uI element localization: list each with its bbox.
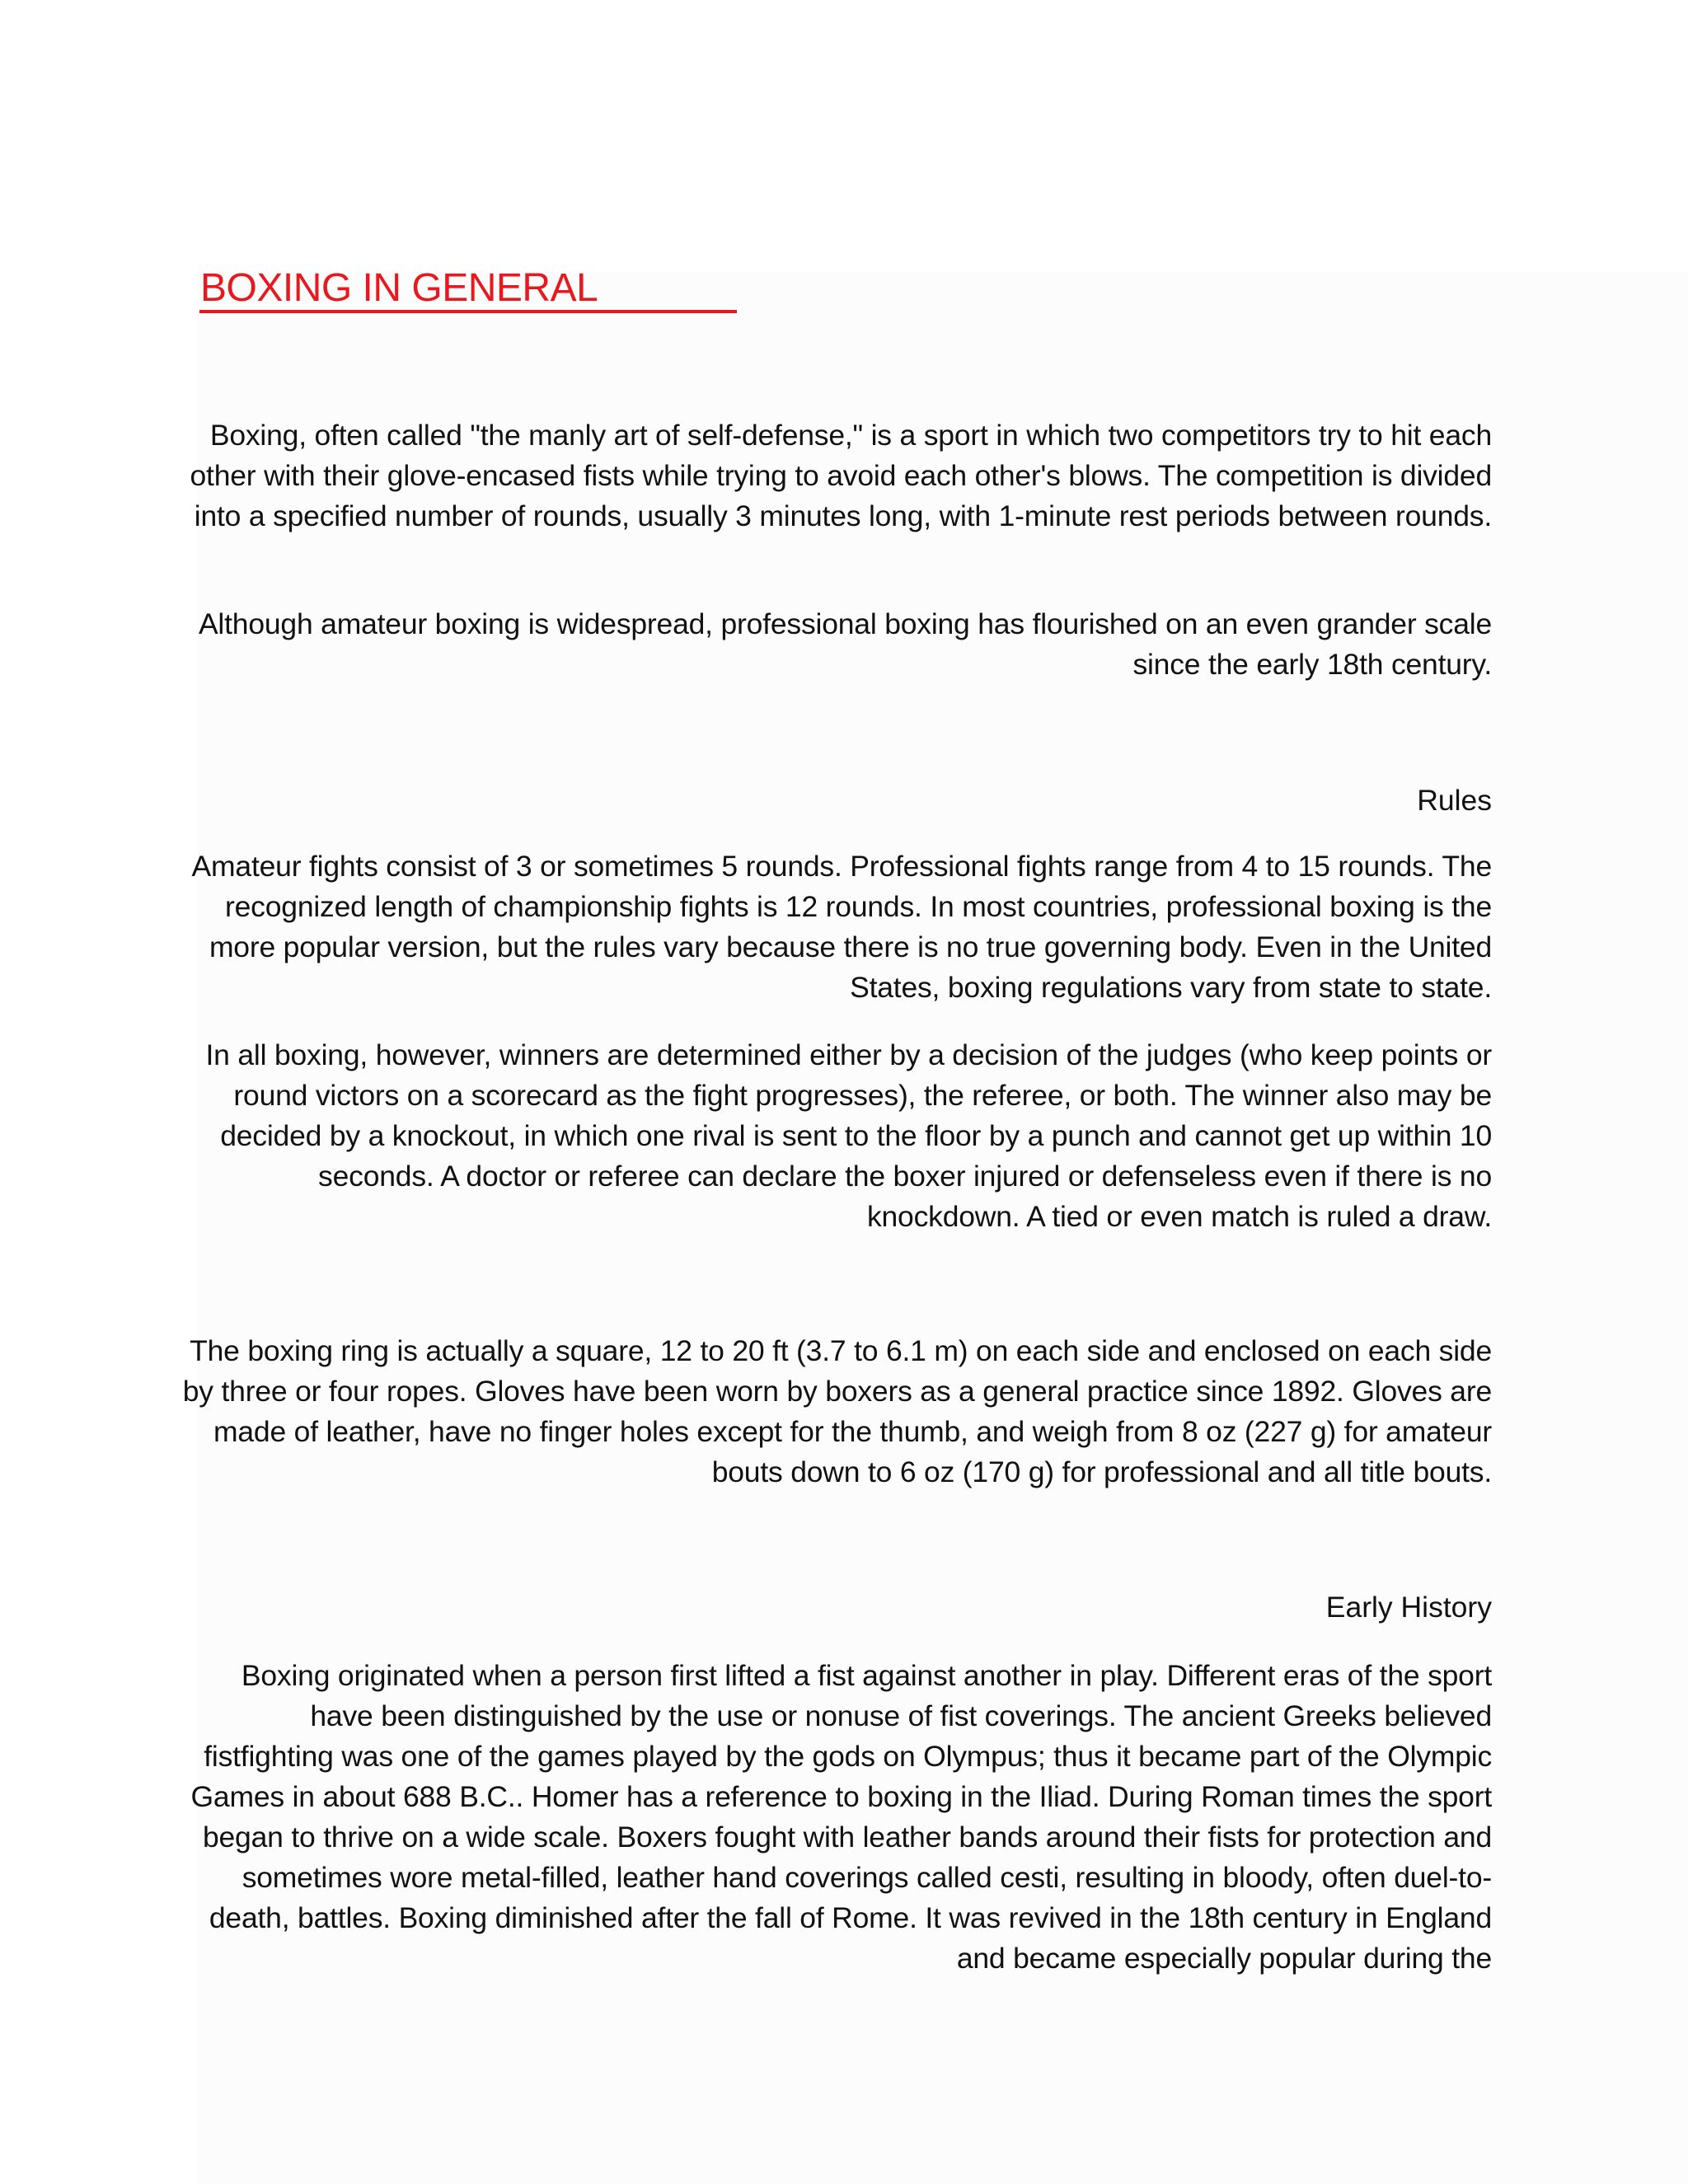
rules-paragraph-3: The boxing ring is actually a square, 12 to 20 ft (3.7 to 6.1 m) on each side and enclosed on each side by three or four ropes. Gloves have been worn by boxers as a general practice since 1892. Gloves are made of leather, have no finger holes except for the thumb, and weigh from 8 oz (227 g) for amateur bouts down to 6 oz (170 g) for professional and all title bouts. <box>182 1334 1492 1488</box>
intro-paragraph-2: Although amateur boxing is widespread, professional boxing has flourished on an even grander scale since the early 18th century. <box>198 607 1492 681</box>
section-heading-early-history: Early History <box>1325 1591 1492 1624</box>
rules-paragraph-2: In all boxing, however, winners are determined either by a decision of the judges (who keep points or round victors on a scorecard as the fight progresses), the referee, or both. The winner also may be decided by a knockout, in which one rival is sent to the floor by a punch and cannot get up within 10 seconds. A doctor or referee can declare the boxer injured or defenseless even if there is no knockdown. A tied or even match is ruled a draw. <box>205 1038 1492 1233</box>
page-title: BOXING IN GENERAL <box>200 266 598 310</box>
title-underline <box>199 310 737 313</box>
section-heading-rules: Rules <box>1417 784 1492 817</box>
rules-paragraph-1: Amateur fights consist of 3 or sometimes 5 rounds. Professional fights range from 4 to 15 rounds. The recognized length of championship fights is 12 rounds. In most countries, professional boxing is the more popular version, but the rules vary because there is no true governing body. Even in the United States, boxing regulations vary from state to state. <box>191 850 1492 1004</box>
intro-paragraph-1: Boxing, often called "the manly art of self-defense," is a sport in which two competitors try to hit each other with their glove-encased fists while trying to avoid each other's blows. The competition is divided into a specified number of rounds, usually 3 minutes long, with 1-minute rest periods between rounds. <box>190 419 1492 532</box>
history-paragraph-1: Boxing originated when a person first lifted a fist against another in play. Different eras of the sport have been distinguished by the use or nonuse of fist coverings. The ancient Greeks believed fistfighting was one of the games played by the gods on Olympus; thus it became part of the Olympic Games in about 688 B.C.. Homer has a reference to boxing in the Iliad. During Roman times the sport began to thrive on a wide scale. Boxers fought with leather bands around their fists for protection and sometimes wore metal-filled, leather hand coverings called cesti, resulting in bloody, often duel-to-death, battles. Boxing diminished after the fall of Rome. It was revived in the 18th century in England and became especially popular during the <box>190 1659 1492 1975</box>
